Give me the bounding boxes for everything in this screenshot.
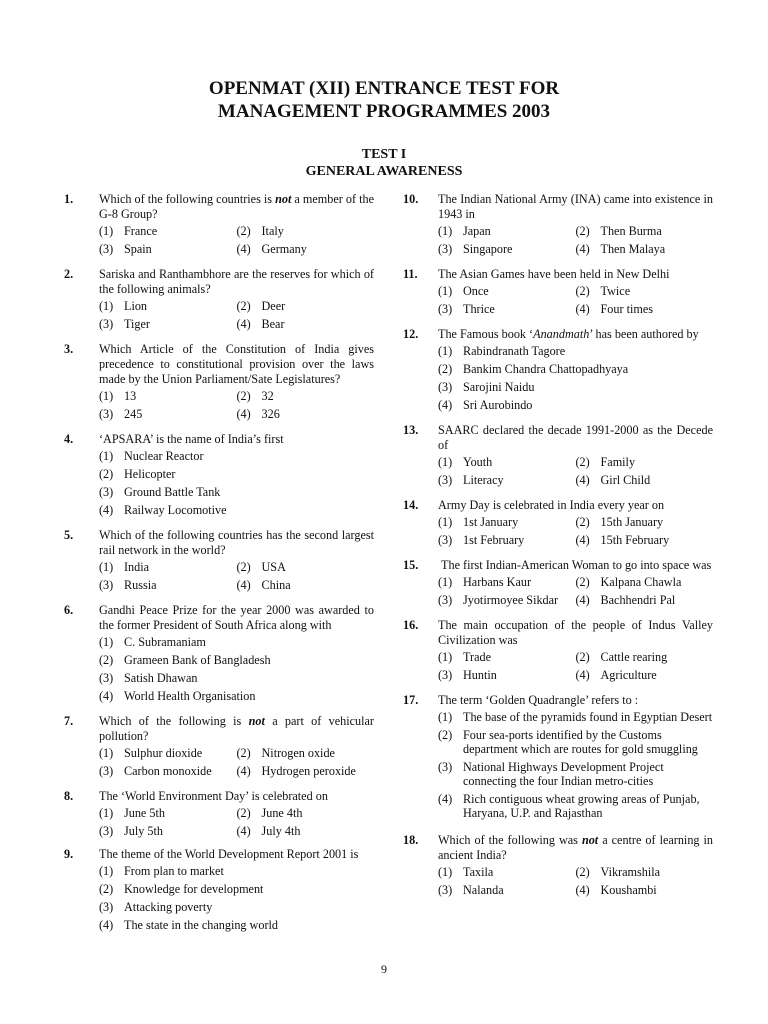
question-16 [403,618,713,684]
question-number: 8. [64,789,74,803]
question-text: The theme of the World Development Report 2001 is [99,847,359,861]
options [99,558,374,594]
emphasis: not [248,714,265,728]
right-column [403,192,713,899]
option: (3) Jyotirmoyee Sikdar [438,593,559,607]
option: (4) China [236,578,291,592]
option: (3) Carbon monoxide [99,764,212,778]
option: (4) Four times [575,302,653,316]
question-text: SAARC declared the decade 1991-2000 as the Decede of [438,423,713,452]
option: (2) 32 [236,389,274,403]
options [99,633,374,705]
option: (2) Bankim Chandra Chattopadhyaya [438,362,629,376]
question-text: Sariska and Ranthambhore are the reserves for which of the following animals? [99,267,374,296]
question-text: Which of the following countries is not a member of the G-8 Group? [99,192,374,221]
question-number: 2. [64,267,74,281]
option: (4) July 4th [236,824,301,838]
question-6 [64,603,374,705]
option: (1) C. Subramaniam [99,635,206,649]
options [99,804,374,840]
emphasis: not [275,192,292,206]
question-number: 9. [64,847,74,861]
question-text: Which Article of the Constitution of India gives precedence to constitutional provision over the laws made by the Union Parliament/Sate Legislatures? [99,342,374,386]
option: (1) June 5th [99,806,165,820]
question-number: 4. [64,432,74,446]
option: (4) Agriculture [575,668,657,682]
question-number: 16. [403,618,419,632]
option: (3) Literacy [438,473,504,487]
option: (3) National Highways Development Project connecting the four Indian metro-cities [438,760,664,788]
page-number: 9 [381,962,387,976]
option: (1) Rabindranath Tagore [438,344,566,358]
document-title-line-1: OPENMAT (XII) ENTRANCE TEST FOR [208,78,560,99]
question-8 [64,789,374,840]
question-12 [403,327,713,414]
options [438,573,713,609]
option: (3) Thrice [438,302,495,316]
section-title: GENERAL AWARENESS [305,164,463,179]
option: (1) Once [438,284,489,298]
option: (4) Girl Child [575,473,651,487]
option: (1) From plan to market [99,864,224,878]
option: (1) Harbans Kaur [438,575,532,589]
question-11 [403,267,713,318]
option: (3) Tiger [99,317,150,331]
option: (1) 1st January [438,515,519,529]
options [438,648,713,684]
question-number: 10. [403,192,419,206]
options [438,453,713,489]
option: (1) Nuclear Reactor [99,449,204,463]
question-number: 18. [403,833,419,847]
option: (2) Kalpana Chawla [575,575,682,589]
option: (2) Italy [236,224,284,238]
option: (2) Grameen Bank of Bangladesh [99,653,271,667]
question-text: Which of the following is not a part of vehicular pollution? [99,714,374,743]
options [438,863,713,899]
option: (3) Satish Dhawan [99,671,198,685]
question-7 [64,714,374,780]
option: (2) USA [236,560,286,574]
option: (4) 326 [236,407,280,421]
question-4 [64,432,374,519]
option: (3) 245 [99,407,143,421]
option: (1) Japan [438,224,491,238]
options [438,222,713,258]
question-number: 17. [403,693,419,707]
option: (4) Hydrogen peroxide [236,764,356,778]
option: (1) France [99,224,158,238]
question-text: ‘APSARA’ is the name of India’s first [99,432,284,446]
option: (2) June 4th [236,806,303,820]
question-13 [403,423,713,489]
question-number: 14. [403,498,419,512]
option: (2) Helicopter [99,467,176,481]
option: (4) 15th February [575,533,670,547]
options [99,297,374,333]
question-text: The main occupation of the people of Indus Valley Civilization was [438,618,713,647]
options [99,744,374,780]
question-18 [403,833,713,899]
question-17 [403,693,713,824]
option: (3) Huntin [438,668,497,682]
option: (3) Attacking poverty [99,900,213,914]
question-number: 15. [403,558,419,572]
options [438,342,713,414]
question-number: 5. [64,528,74,542]
options [99,862,374,934]
options [438,710,713,824]
option: (1) India [99,560,150,574]
document-title-line-2: MANAGEMENT PROGRAMMES 2003 [217,101,551,122]
option: (3) Russia [99,578,157,592]
option: (4) Rich contiguous wheat growing areas of Punjab, Haryana, U.P. and Rajasthan [438,792,700,820]
question-text: Gandhi Peace Prize for the year 2000 was awarded to the former President of South Africa along with [99,603,374,632]
question-text: The Asian Games have been held in New Delhi [438,267,670,281]
option: (4) Koushambi [575,883,657,897]
option: (2) Cattle rearing [575,650,668,664]
question-5 [64,528,374,594]
options [99,387,374,423]
option: (4) The state in the changing world [99,918,278,932]
question-number: 3. [64,342,74,356]
left-column [64,192,374,934]
option: (4) Bachhendri Pal [575,593,676,607]
question-number: 6. [64,603,74,617]
options [438,282,713,318]
question-number: 12. [403,327,419,341]
question-10 [403,192,713,258]
option: (2) Family [575,455,636,469]
option: (1) The base of the pyramids found in Egyptian Desert [438,710,713,724]
question-number: 13. [403,423,419,437]
option: (2) Nitrogen oxide [236,746,335,760]
question-9 [64,847,374,934]
option: (2) Knowledge for development [99,882,264,896]
option: (1) Taxila [438,865,494,879]
option: (3) Ground Battle Tank [99,485,221,499]
option: (4) Germany [236,242,307,256]
options [99,447,374,519]
option: (1) 13 [99,389,137,403]
option: (4) Sri Aurobindo [438,398,533,412]
option: (1) Trade [438,650,491,664]
question-text: The first Indian-American Woman to go into space was [438,558,712,572]
question-text: The term ‘Golden Quadrangle’ refers to : [438,693,639,707]
option: (4) Bear [236,317,285,331]
option: (3) Singapore [438,242,513,256]
option: (4) World Health Organisation [99,689,256,703]
option: (2) Four sea-ports identified by the Customs department which are routes for gold smuggling [438,728,698,756]
option: (3) Sarojini Naidu [438,380,535,394]
question-number: 1. [64,192,74,206]
option: (3) Spain [99,242,152,256]
test-label: TEST I [361,147,407,162]
question-3 [64,342,374,423]
option: (3) July 5th [99,824,163,838]
question-text: The ‘World Environment Day’ is celebrated on [99,789,328,803]
question-2 [64,267,374,333]
option: (2) Deer [236,299,286,313]
option: (2) Twice [575,284,631,298]
question-text: The Indian National Army (INA) came into existence in 1943 in [438,192,713,221]
question-text: The Famous book ‘Anandmath’ has been authored by [438,327,699,341]
option: (4) Then Malaya [575,242,666,256]
question-text: Which of the following countries has the second largest rail network in the world? [99,528,374,557]
options [438,513,713,549]
book-title: Anandmath [533,327,590,341]
option: (2) Then Burma [575,224,662,238]
option: (2) 15th January [575,515,664,529]
option: (1) Youth [438,455,493,469]
option: (3) 1st February [438,533,525,547]
option: (4) Railway Locomotive [99,503,227,517]
emphasis: not [581,833,599,847]
question-number: 7. [64,714,74,728]
question-text: Army Day is celebrated in India every year on [438,498,665,512]
options [99,222,374,258]
question-1 [64,192,374,258]
question-number: 11. [403,267,418,281]
option: (3) Nalanda [438,883,504,897]
option: (1) Lion [99,299,148,313]
option: (1) Sulphur dioxide [99,746,203,760]
question-15 [403,558,713,609]
question-text: Which of the following was not a centre of learning in ancient India? [438,833,713,862]
option: (2) Vikramshila [575,865,661,879]
question-14 [403,498,713,549]
